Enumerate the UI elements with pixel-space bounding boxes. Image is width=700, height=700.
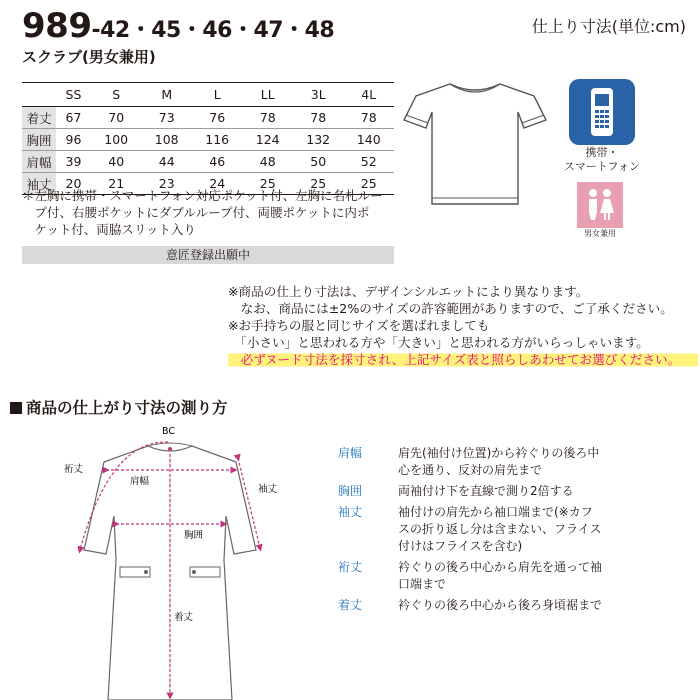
square-bullet-icon xyxy=(10,402,22,414)
size-col: SS xyxy=(56,83,91,107)
table-cell: 124 xyxy=(242,129,293,151)
size-table-header xyxy=(22,83,394,107)
unisex-label: 男女兼用 xyxy=(584,229,616,238)
model-main: 989 xyxy=(22,6,92,46)
row-label: 袖丈 xyxy=(22,173,56,195)
table-cell: 116 xyxy=(192,129,243,151)
size-col: S xyxy=(91,83,142,107)
feature-line: ＊左胸に携帯・スマートフォン対応ポケット付、左胸に名札ルー xyxy=(22,188,383,203)
size-col: LL xyxy=(242,83,293,107)
table-cell: 24 xyxy=(192,173,243,195)
note-line: 「小さい」と思われる方や「大きい」と思われる方がいらっしゃいます。 xyxy=(228,335,649,350)
size-table xyxy=(22,82,394,195)
table-cell: 70 xyxy=(91,107,142,129)
feature-list xyxy=(22,187,402,238)
table-cell: 25 xyxy=(242,173,293,195)
table-cell: 50 xyxy=(293,151,344,173)
measure-label: 肩幅 xyxy=(338,446,363,460)
size-notes xyxy=(228,283,698,368)
table-cell: 78 xyxy=(242,107,293,129)
list-item: 袖丈 袖付けの肩先から袖口端まで(※カフ スの折り返し分は含まない、フライス 付けはフライスを含む) xyxy=(338,505,602,553)
model-number xyxy=(22,6,334,46)
table-cell: 39 xyxy=(56,151,91,173)
measure-label: 裄丈 xyxy=(338,560,363,574)
size-col: M xyxy=(141,83,192,107)
size-col: 4L xyxy=(343,83,394,107)
mobile-phone-icon xyxy=(569,79,635,145)
design-registration-note: 意匠登録出願中 xyxy=(22,246,394,264)
table-cell: 73 xyxy=(141,107,192,129)
feature-line: プ付、右腰ポケットにダブルループ付、両腰ポケットに内ポ xyxy=(22,205,370,220)
measurement-diagram xyxy=(50,420,330,700)
table-cell: 67 xyxy=(56,107,91,129)
row-label: 肩幅 xyxy=(22,151,56,173)
size-col: 3L xyxy=(293,83,344,107)
section-title: 商品の仕上がり寸法の測り方 xyxy=(10,396,228,418)
measurement-list xyxy=(338,445,698,618)
table-cell: 76 xyxy=(192,107,243,129)
table-cell: 52 xyxy=(343,151,394,173)
phone-pocket-label: 携帯・ スマートフォン xyxy=(564,146,640,173)
table-cell: 132 xyxy=(293,129,344,151)
male-female-icon xyxy=(577,182,623,228)
note-line: ※商品の仕上り寸法は、デザインシルエットにより異なります。 xyxy=(228,284,589,299)
label-yuki: 裄丈 xyxy=(64,464,84,475)
table-row xyxy=(22,107,394,129)
table-cell: 23 xyxy=(141,173,192,195)
label-bc: BC xyxy=(162,426,175,437)
size-col: L xyxy=(192,83,243,107)
table-cell: 100 xyxy=(91,129,142,151)
table-cell: 20 xyxy=(56,173,91,195)
table-row xyxy=(22,151,394,173)
list-item: 肩幅 肩先(袖付け位置)から衿ぐりの後ろ中 心を通り、反対の肩先まで xyxy=(338,446,600,477)
feature-line: ケット付、両脇スリット入り xyxy=(22,222,196,237)
list-item: 胸囲 両袖付け下を直線で測り2倍する xyxy=(338,484,574,498)
back-center-point xyxy=(168,447,172,451)
table-cell: 40 xyxy=(91,151,142,173)
table-cell: 108 xyxy=(141,129,192,151)
table-cell: 21 xyxy=(91,173,142,195)
note-line: なお、商品には±2%のサイズの許容範囲がありますので、ご了承ください。 xyxy=(228,301,673,316)
list-item: 裄丈 衿ぐりの後ろ中心から肩先を通って袖 口端まで xyxy=(338,560,603,591)
model-variants: -42・45・46・47・48 xyxy=(91,18,335,43)
table-row xyxy=(22,129,394,151)
row-label: 胸囲 xyxy=(22,129,56,151)
label-sodetake: 袖丈 xyxy=(258,484,278,495)
phone-pocket-icon xyxy=(569,79,635,145)
label-kyoui: 胸囲 xyxy=(184,530,204,541)
unit-note: 仕上り寸法(単位:cm) xyxy=(531,17,686,36)
unisex-icon xyxy=(577,182,623,228)
table-cell: 46 xyxy=(192,151,243,173)
list-item: 着丈 衿ぐりの後ろ中心から後ろ身頃裾まで xyxy=(338,598,603,612)
table-cell: 25 xyxy=(293,173,344,195)
label-kitake: 着丈 xyxy=(174,612,194,623)
measure-label: 胸囲 xyxy=(338,484,363,498)
measure-label: 着丈 xyxy=(338,598,363,612)
table-cell: 96 xyxy=(56,129,91,151)
row-label: 着丈 xyxy=(22,107,56,129)
measure-label: 袖丈 xyxy=(338,505,363,519)
note-line: ※お手持ちの服と同じサイズを選ばれましても xyxy=(228,318,490,333)
table-cell: 44 xyxy=(141,151,192,173)
table-cell: 48 xyxy=(242,151,293,173)
label-katahaba: 肩幅 xyxy=(130,476,150,487)
table-cell: 140 xyxy=(343,129,394,151)
table-cell: 25 xyxy=(343,173,394,195)
product-name: スクラブ(男女兼用) xyxy=(22,48,156,66)
note-highlight: 必ずヌード寸法を採寸され、上記サイズ表と照らしあわせてお選びください。 xyxy=(228,351,698,368)
table-cell: 78 xyxy=(343,107,394,129)
shirt-sketch xyxy=(400,76,550,210)
table-cell: 78 xyxy=(293,107,344,129)
